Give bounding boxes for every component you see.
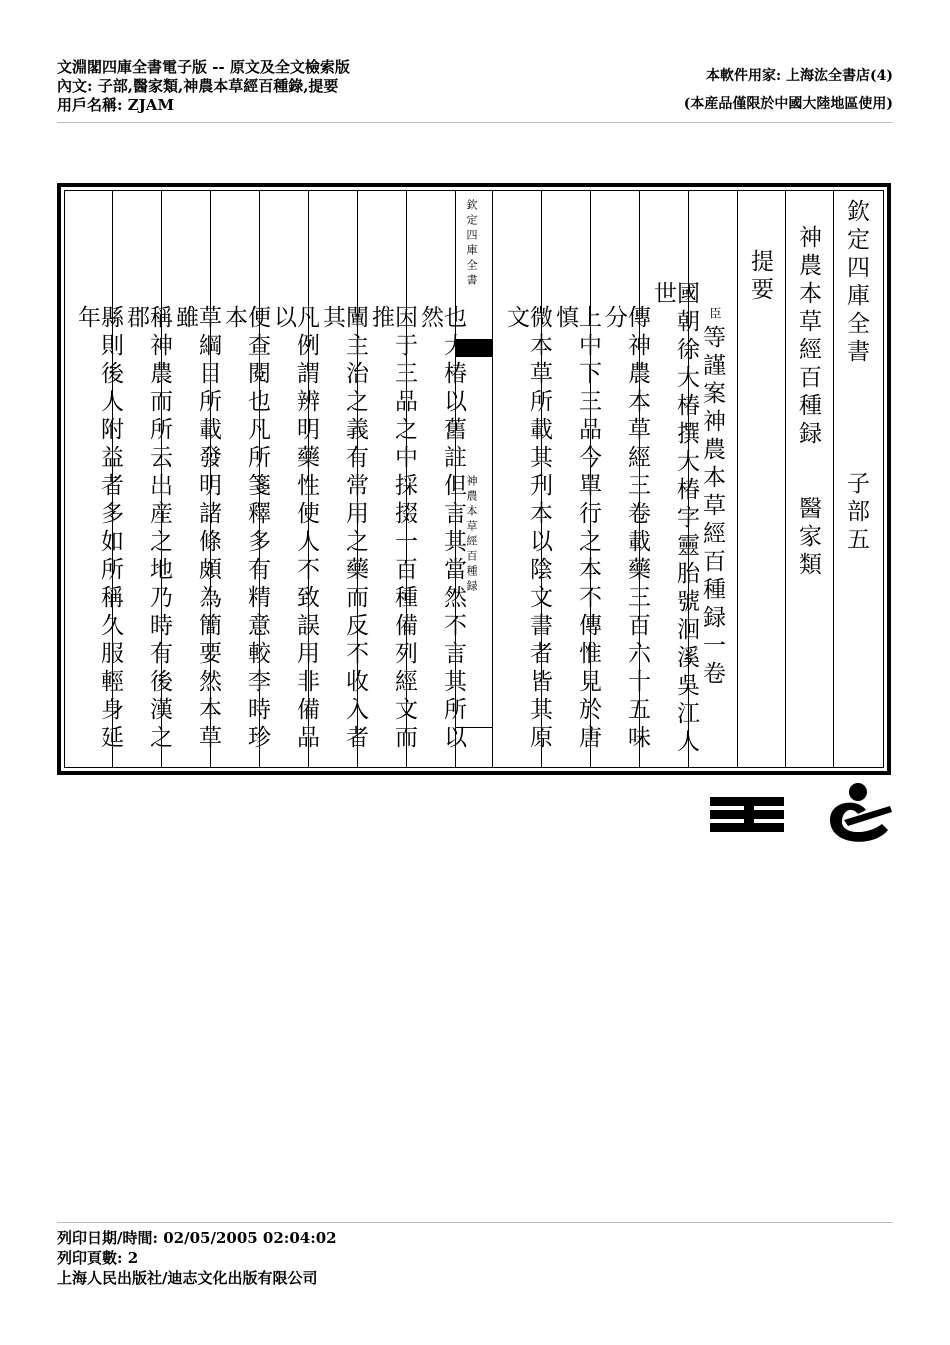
- page-grid: [64, 190, 884, 768]
- print-datetime: 列印日期/時間: 02/05/2005 02:04:02: [57, 1229, 337, 1247]
- text-column: 傳神農本草經三卷載藥三百六十五味分: [601, 305, 650, 753]
- header-line-3: 用戶名稱: ZJAM: [57, 96, 175, 114]
- book-series-title: 欽定四庫全書: [843, 199, 869, 367]
- text-column: 國朝徐大椿撰大椿字靈胎號洄溪吳江人世: [650, 281, 699, 757]
- footer-divider: [57, 1222, 893, 1223]
- col-text-13: [65, 191, 123, 767]
- text-column: 便查閱也凡所箋釋多有精意較李時珍本: [221, 305, 270, 753]
- minister-label: 臣: [708, 307, 722, 321]
- license-line-1: 本軟件用家: 上海汯全書店(4): [705, 68, 893, 84]
- header-divider: [57, 122, 893, 123]
- center-series-title: 欽定四庫全書: [465, 199, 478, 289]
- footer-info: [57, 1228, 337, 1288]
- col-book: [785, 191, 834, 767]
- col-tiyao: [737, 191, 786, 767]
- print-pages: 列印頁數: 2: [57, 1249, 139, 1267]
- text-column: 也大椿以舊註但言其當然不言其所以然: [417, 305, 466, 753]
- center-book-title: 神農本草經百種録: [465, 475, 478, 595]
- section-label: 子部五: [843, 471, 869, 555]
- text-column: 上中下三品今單行之本不傳惟見於唐慎: [552, 305, 601, 753]
- tiyao-label: 提要: [747, 249, 773, 305]
- publisher-logo-seal: [818, 780, 898, 850]
- publisher-name: 上海人民出版社/迪志文化出版有限公司: [57, 1269, 318, 1287]
- text-column: 微本草所載其刋本以陰文書者皆其原文: [503, 305, 552, 753]
- header-line-1: 文淵閣四庫全書電子版 -- 原文及全文檢索版: [57, 58, 350, 76]
- col-text-5: [492, 191, 552, 767]
- header-line-2: 內文: 子部,醫家類,神農本草經百種錄,提要: [57, 77, 339, 95]
- text-column: 等謹案神農本草經百種録一卷: [699, 325, 725, 689]
- header-license: [684, 62, 893, 118]
- text-column: 稱神農而所云出産之地乃時有後漢之郡: [123, 305, 172, 753]
- page-frame: [57, 183, 891, 775]
- text-column: 闡主治之義有常用之藥而反不收入者其: [319, 305, 368, 753]
- text-column: 縣則後人附益者多如所稱久服輕身延年: [74, 305, 123, 753]
- header-info: [57, 58, 350, 115]
- license-line-2: (本産品僅限於中國大陸地區使用): [683, 96, 893, 112]
- col-title: [833, 191, 886, 767]
- book-title: 神農本草經百種録: [795, 225, 821, 449]
- publisher-logo-mark: [706, 785, 788, 837]
- category-label: 醫家類: [795, 496, 821, 580]
- text-column: 草綱目所載發明諸條頗為簡要然本草雖: [172, 305, 221, 753]
- text-column: 凡例謂辨明藥性使人不致誤用非備品以: [270, 305, 319, 753]
- text-column: 因于三品之中採掇一百種備列經文而推: [368, 305, 417, 753]
